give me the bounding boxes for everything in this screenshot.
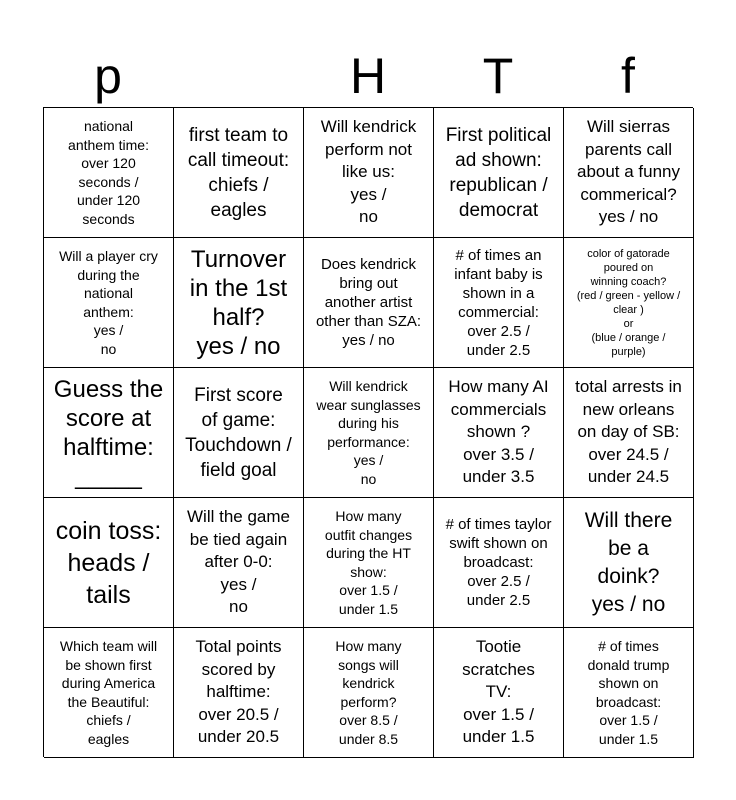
bingo-cell[interactable] bbox=[564, 368, 694, 498]
cell-text: How many AI commercials shown ? over 3.5 / under 3.5 bbox=[448, 377, 549, 487]
bingo-cell[interactable] bbox=[434, 238, 564, 368]
header-letter-5: f bbox=[621, 48, 635, 104]
header-letter-4: T bbox=[482, 48, 514, 104]
cell-text: Will there be a doink? yes / no bbox=[584, 508, 673, 616]
cell-text: # of times an infant baby is shown in a commercial: over 2.5 / under 2.5 bbox=[454, 246, 543, 359]
bingo-grid bbox=[43, 107, 693, 757]
cell-text: Does kendrick bring out another artist other than SZA: yes / no bbox=[315, 256, 422, 349]
bingo-cell[interactable] bbox=[564, 108, 694, 238]
cell-text: First political ad shown: republican / democrat bbox=[445, 124, 552, 221]
bingo-cell[interactable] bbox=[434, 498, 564, 628]
header-letter-1: p bbox=[94, 48, 122, 104]
bingo-cell[interactable] bbox=[434, 368, 564, 498]
cell-text: Turnover in the 1st half? yes / no bbox=[189, 245, 288, 360]
bingo-cell[interactable] bbox=[174, 368, 304, 498]
bingo-header bbox=[43, 44, 693, 108]
bingo-cell[interactable] bbox=[564, 628, 694, 758]
bingo-cell[interactable] bbox=[304, 368, 434, 498]
cell-text: Will a player cry during the national anthem: yes / no bbox=[59, 248, 158, 357]
cell-text: How many songs will kendrick perform? over 8.5 / under 8.5 bbox=[335, 638, 402, 747]
cell-text: coin toss: heads / tails bbox=[55, 516, 162, 609]
cell-text: national anthem time: over 120 seconds / under 120 seconds bbox=[68, 118, 149, 227]
bingo-cell[interactable] bbox=[44, 628, 174, 758]
bingo-cell[interactable] bbox=[434, 108, 564, 238]
bingo-cell[interactable] bbox=[44, 108, 174, 238]
cell-text: Which team will be shown first during America the Beautiful: chiefs / eagles bbox=[59, 638, 158, 747]
cell-text: Tootie scratches TV: over 1.5 / under 1.5 bbox=[462, 637, 535, 747]
bingo-cell[interactable] bbox=[304, 108, 434, 238]
bingo-cell[interactable] bbox=[44, 498, 174, 628]
cell-text: Will the game be tied again after 0-0: yes / no bbox=[187, 507, 290, 617]
cell-text: # of times taylor swift shown on broadcast: over 2.5 / under 2.5 bbox=[445, 516, 552, 609]
bingo-cell[interactable] bbox=[564, 498, 694, 628]
cell-text: Will kendrick perform not like us: yes / no bbox=[320, 117, 417, 227]
bingo-cell[interactable] bbox=[174, 108, 304, 238]
bingo-cell[interactable] bbox=[564, 238, 694, 368]
cell-text: Guess the score at halftime: _____ bbox=[53, 375, 164, 490]
bingo-cell[interactable] bbox=[44, 238, 174, 368]
header-letter-3: H bbox=[349, 48, 387, 104]
bingo-cell[interactable] bbox=[304, 628, 434, 758]
cell-text: Will sierras parents call about a funny commerical? yes / no bbox=[576, 117, 681, 227]
bingo-cell[interactable] bbox=[174, 238, 304, 368]
cell-text: How many outfit changes during the HT show: over 1.5 / under 1.5 bbox=[324, 508, 413, 617]
bingo-cell[interactable] bbox=[174, 498, 304, 628]
bingo-cell[interactable] bbox=[44, 368, 174, 498]
cell-text: color of gatorade poured on winning coach? (red / green - yellow / clear ) or (blue / orange / purple) bbox=[576, 247, 681, 358]
bingo-cell[interactable] bbox=[174, 628, 304, 758]
bingo-cell[interactable] bbox=[304, 238, 434, 368]
cell-text: total arrests in new orleans on day of SB: over 24.5 / under 24.5 bbox=[575, 377, 682, 487]
cell-text: # of times donald trump shown on broadcast: over 1.5 / under 1.5 bbox=[587, 638, 670, 747]
cell-text: Will kendrick wear sunglasses during his performance: yes / no bbox=[316, 378, 421, 487]
cell-text: Total points scored by halftime: over 20.5 / under 20.5 bbox=[195, 637, 282, 747]
bingo-cell[interactable] bbox=[304, 498, 434, 628]
cell-text: first team to call timeout: chiefs / eagles bbox=[187, 124, 290, 221]
cell-text: First score of game: Touchdown / field goal bbox=[185, 384, 292, 481]
bingo-cell[interactable] bbox=[434, 628, 564, 758]
